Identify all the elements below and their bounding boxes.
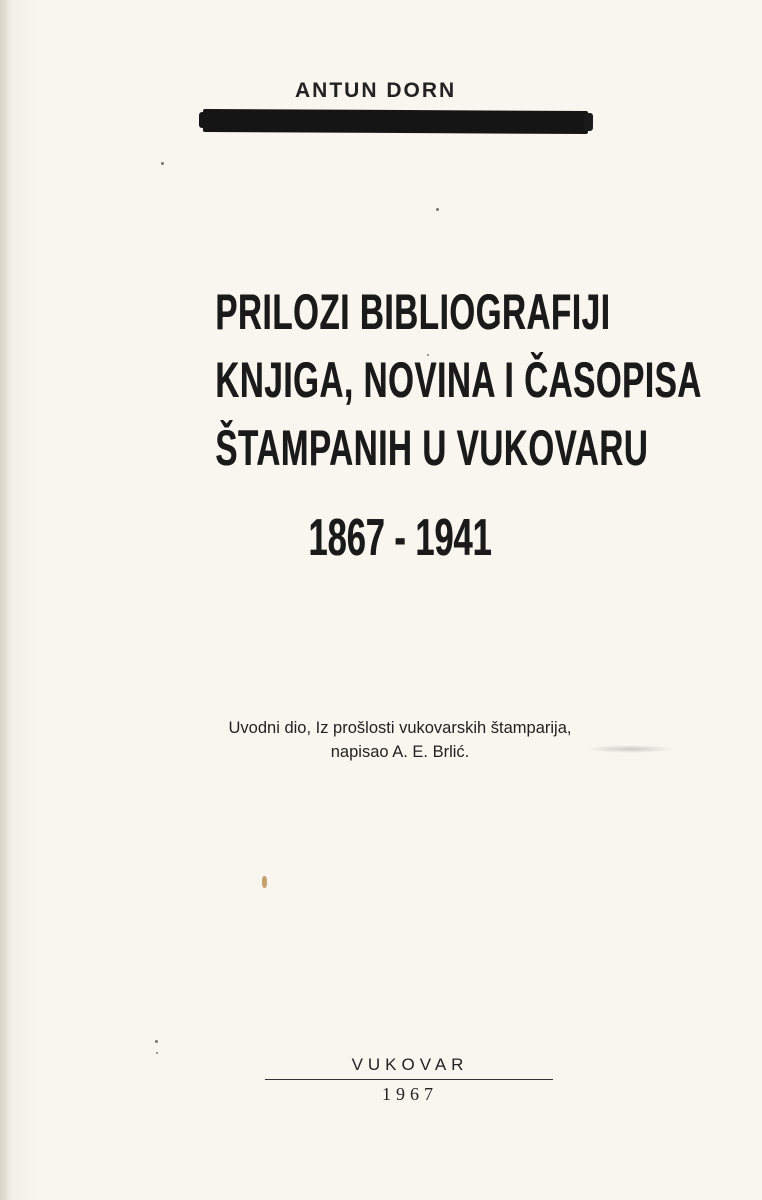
speck	[161, 162, 164, 165]
intro-line-2: napisao A. E. Brlić.	[330, 743, 470, 761]
imprint-year: 1967	[382, 1084, 438, 1104]
title-line-2: KNJIGA, NOVINA I ČASOPISA	[215, 352, 702, 408]
title-line-3: ŠTAMPANIH U VUKOVARU	[215, 420, 649, 476]
author-name: ANTUN DORN	[295, 79, 457, 102]
speck	[436, 208, 439, 211]
smudge	[585, 745, 675, 753]
speck	[155, 1040, 158, 1043]
intro-note	[140, 716, 660, 764]
title-line-1: PRILOZI BIBLIOGRAFIJI	[215, 284, 611, 340]
imprint-place: VUKOVAR	[351, 1055, 469, 1074]
redaction-bar	[203, 109, 588, 134]
spine-shadow	[0, 0, 10, 1200]
book-title	[120, 278, 702, 567]
stain	[262, 876, 267, 888]
title-years: 1867 - 1941	[308, 509, 492, 567]
intro-line-1: Uvodni dio, Iz prošlosti vukovarskih štamparija,	[228, 719, 572, 737]
imprint-rule	[265, 1079, 553, 1080]
speck	[156, 1052, 158, 1054]
